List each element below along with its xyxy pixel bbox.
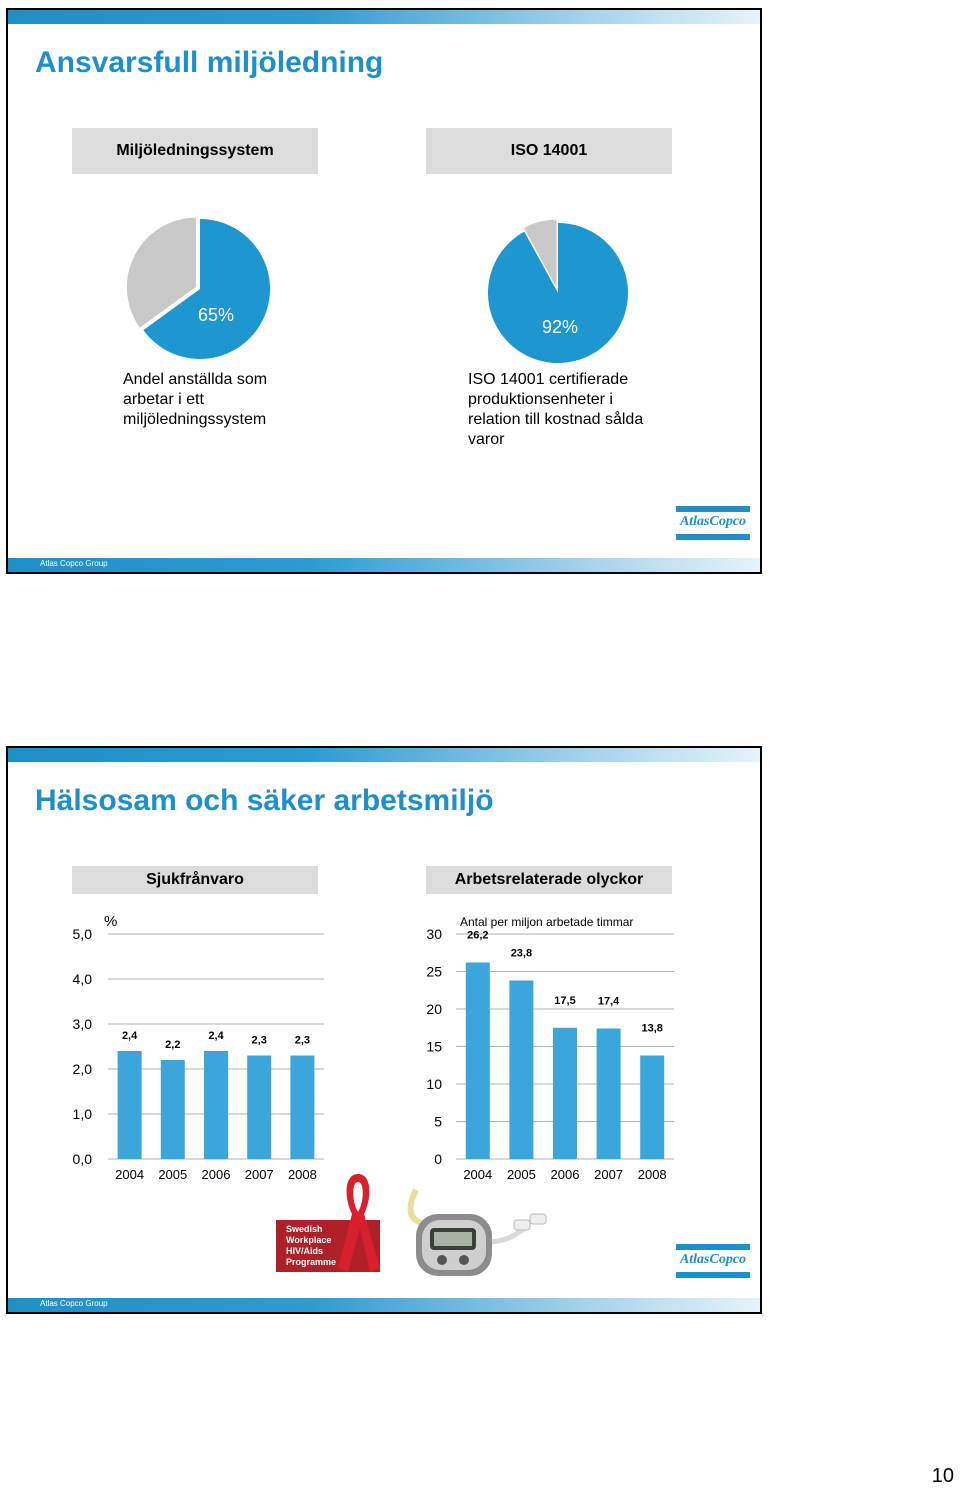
y-tick-label: 5,0 <box>72 926 92 942</box>
bar <box>553 1028 577 1159</box>
bar <box>466 963 490 1160</box>
y-tick-label: 15 <box>426 1038 442 1055</box>
data-label: 2,4 <box>208 1030 224 1042</box>
data-label: 13,8 <box>641 1022 663 1035</box>
page-number: 10 <box>931 1465 954 1487</box>
data-label: 2,4 <box>121 1030 138 1042</box>
y-unit-label: % <box>104 913 118 930</box>
data-label: 26,2 <box>467 929 489 942</box>
data-label: 23,8 <box>510 947 533 960</box>
slide-1 <box>6 8 762 574</box>
red-ribbon-icon <box>334 1168 382 1272</box>
label-box-left-text: Sjukfrånvaro <box>146 871 244 888</box>
pie-chart-2 <box>474 215 644 365</box>
logo-text: AtlasCopco <box>679 514 747 529</box>
data-label: 2,3 <box>294 1034 311 1047</box>
y-tick-label: 1,0 <box>72 1106 92 1122</box>
bar <box>204 1051 228 1159</box>
footer-bar <box>8 1298 760 1312</box>
pedometer-image <box>396 1180 556 1284</box>
footer-text: Atlas Copco Group <box>40 559 108 568</box>
x-tick-label: 2006 <box>550 1167 580 1182</box>
bar <box>640 1056 664 1160</box>
slide-title: Ansvarsfull miljöledning <box>35 46 384 79</box>
pie-chart-1 <box>118 215 288 365</box>
x-tick-label: 2006 <box>201 1167 231 1182</box>
atlas-copco-logo <box>676 506 750 540</box>
footer-text: Atlas Copco Group <box>40 1299 108 1308</box>
top-bar <box>8 10 760 24</box>
x-tick-label: 2008 <box>637 1167 667 1182</box>
data-label: 17,4 <box>597 995 620 1008</box>
footer-bar <box>8 558 760 572</box>
x-tick-label: 2008 <box>287 1167 317 1182</box>
data-label: 2,2 <box>165 1039 181 1051</box>
chart-subtitle: Antal per miljon arbetade timmar <box>460 915 634 929</box>
bar-chart-olyckor <box>412 898 682 1188</box>
pie-1-caption: Andel anställda som arbetar i ett miljöledningssystem <box>123 371 268 428</box>
hiv-logo-line-2: Workplace <box>286 1235 332 1245</box>
y-tick-label: 3,0 <box>72 1016 92 1032</box>
bar-chart-sjukfranvaro <box>48 898 328 1188</box>
y-tick-label: 4,0 <box>72 971 92 987</box>
bar <box>290 1056 314 1160</box>
label-box-right <box>426 128 672 174</box>
label-box-right-text: ISO 14001 <box>510 142 588 159</box>
hiv-logo-line-1: Swedish <box>286 1224 323 1234</box>
data-label: 17,5 <box>554 994 576 1007</box>
y-tick-label: 0 <box>434 1151 442 1167</box>
x-tick-label: 2004 <box>115 1167 145 1182</box>
slide-title: Hälsosam och säker arbetsmiljö <box>35 784 494 817</box>
bar <box>118 1051 142 1159</box>
pie-slice-label: 65% <box>197 305 235 325</box>
y-tick-label: 30 <box>426 926 442 942</box>
bar <box>247 1056 271 1160</box>
y-tick-label: 25 <box>426 963 442 980</box>
y-tick-label: 2,0 <box>72 1061 92 1077</box>
pie-slice-main <box>488 223 628 363</box>
pie-slice-label: 92% <box>541 317 579 337</box>
bar <box>509 981 533 1160</box>
y-tick-label: 20 <box>426 1001 442 1017</box>
y-tick-label: 10 <box>426 1076 442 1092</box>
data-label: 2,3 <box>251 1034 267 1047</box>
top-bar <box>8 748 760 762</box>
hiv-logo-line-3: HIV/Aids <box>286 1246 324 1256</box>
hiv-logo-line-4: Programme <box>286 1257 337 1267</box>
bar <box>161 1060 185 1159</box>
x-tick-label: 2005 <box>158 1167 188 1182</box>
bar <box>597 1029 621 1160</box>
pie-2-caption: ISO 14001 certifierade produktionsenheter i relation till kostnad sålda varor <box>468 371 644 448</box>
x-tick-label: 2007 <box>244 1167 274 1182</box>
x-tick-label: 2005 <box>506 1167 536 1182</box>
label-box-left-text: Miljöledningssystem <box>116 142 274 159</box>
logo-text: AtlasCopco <box>679 1252 747 1267</box>
label-box-right <box>426 866 672 894</box>
y-tick-label: 5 <box>434 1113 442 1130</box>
x-tick-label: 2007 <box>594 1167 624 1182</box>
slide-2 <box>6 746 762 1314</box>
x-tick-label: 2004 <box>463 1167 493 1182</box>
atlas-copco-logo <box>676 1244 750 1278</box>
hiv-aids-programme-logo <box>276 1168 384 1272</box>
y-tick-label: 0,0 <box>72 1151 92 1167</box>
label-box-right-text: Arbetsrelaterade olyckor <box>454 871 644 888</box>
label-box-left <box>72 128 318 174</box>
label-box-left <box>72 866 318 894</box>
